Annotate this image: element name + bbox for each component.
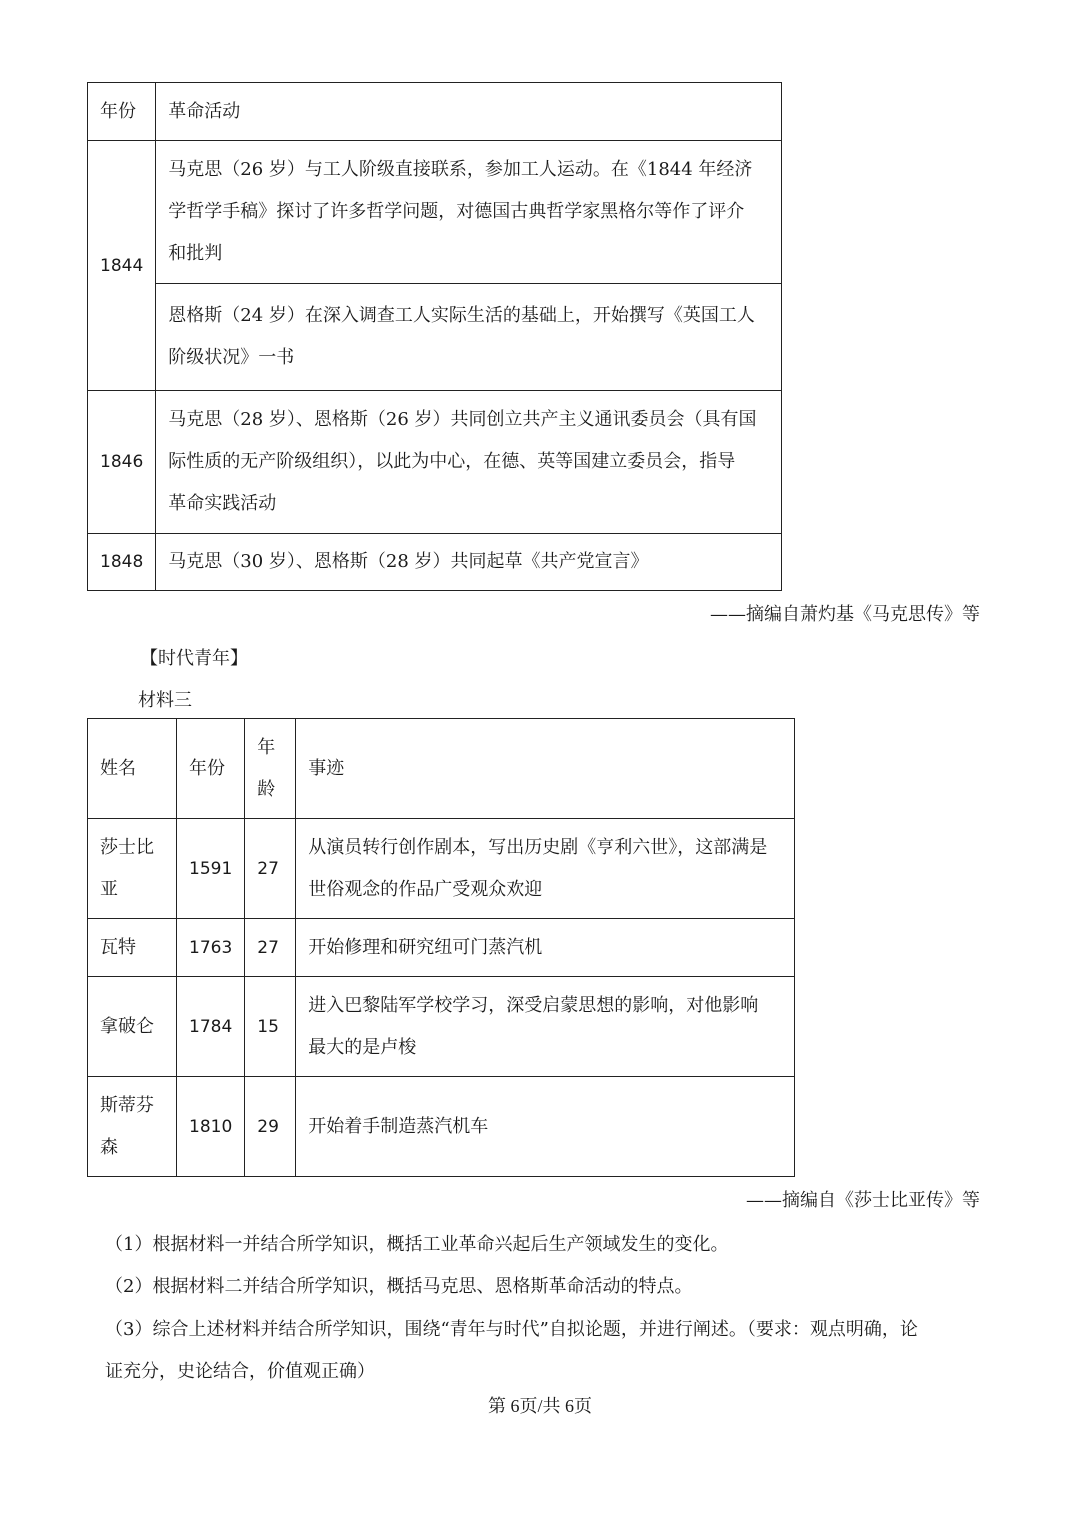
year-cell: 1844	[88, 141, 156, 391]
deed-line: 最大的是卢梭	[308, 1036, 417, 1058]
deed-cell	[296, 977, 795, 1077]
activity-line: 学哲学手稿》探讨了许多哲学问题，对德国古典哲学家黑格尔等作了评介	[168, 201, 745, 222]
header-deed: 事迹	[296, 719, 795, 819]
deed-cell: 开始着手制造蒸汽机车	[296, 1077, 795, 1177]
question-3-line-2: 证充分，史论结合，价值观正确）	[105, 1361, 375, 1382]
activity-line: 马克思（30 岁）、恩格斯（28 岁）共同起草《共产党宣言》	[168, 551, 649, 572]
table-row	[88, 819, 795, 919]
year-cell: 1763	[177, 919, 245, 977]
activity-line: 马克思（28 岁）、恩格斯（26 岁）共同创立共产主义通讯委员会（具有国	[168, 409, 757, 430]
header-age	[245, 719, 296, 819]
activity-line: 和批判	[168, 243, 223, 264]
year-cell: 1846	[88, 391, 156, 534]
age-cell: 27	[245, 919, 296, 977]
year-cell: 1848	[88, 534, 156, 591]
name-cell	[88, 819, 177, 919]
deed-line: 从演员转行创作剧本，写出历史剧《亨利六世》，这部满是	[308, 836, 768, 858]
question-2: （2）根据材料二并结合所学知识，概括马克思、恩格斯革命活动的特点。	[105, 1276, 693, 1297]
question-1: （1）根据材料一并结合所学知识，概括工业革命兴起后生产领域发生的变化。	[105, 1234, 729, 1255]
table-row	[88, 284, 782, 391]
year-cell: 1591	[177, 819, 245, 919]
year-cell: 1784	[177, 977, 245, 1077]
name-cell: 拿破仑	[88, 977, 177, 1077]
name-line: 莎士比	[100, 836, 154, 858]
table-row	[88, 141, 782, 284]
header-activity: 革命活动	[156, 83, 782, 141]
name-line: 斯蒂芬	[100, 1094, 154, 1116]
material-label: 材料三	[138, 690, 192, 711]
table-row	[88, 919, 795, 977]
age-cell: 27	[245, 819, 296, 919]
name-line: 森	[100, 1136, 118, 1158]
page-number: 第 6页/共 6页	[487, 1396, 592, 1416]
activity-line: 革命实践活动	[168, 493, 277, 514]
deed-cell: 开始修理和研究纽可门蒸汽机	[296, 919, 795, 977]
year-cell: 1810	[177, 1077, 245, 1177]
header-age-line: 龄	[257, 778, 276, 800]
table-row	[88, 1077, 795, 1177]
activity-cell	[156, 284, 782, 391]
table-row	[88, 534, 782, 591]
deed-line: 世俗观念的作品广受观众欢迎	[308, 878, 543, 900]
header-year: 年份	[88, 83, 156, 141]
header-name: 姓名	[88, 719, 177, 819]
deed-line: 进入巴黎陆军学校学习，深受启蒙思想的影响，对他影响	[308, 994, 759, 1016]
table-header-row	[88, 83, 782, 141]
header-year: 年份	[177, 719, 245, 819]
table-row	[88, 391, 782, 534]
age-cell: 29	[245, 1077, 296, 1177]
source-citation-2: ——摘编自《莎士比亚传》等	[746, 1190, 980, 1211]
activity-cell	[156, 141, 782, 284]
name-line: 亚	[100, 878, 118, 900]
source-citation-1: ——摘编自萧灼基《马克思传》等	[710, 604, 980, 625]
name-cell	[88, 1077, 177, 1177]
age-cell: 15	[245, 977, 296, 1077]
activity-line: 阶级状况》一书	[168, 347, 295, 368]
deed-cell	[296, 819, 795, 919]
activity-line: 马克思（26 岁）与工人阶级直接联系，参加工人运动。在《1844 年经济	[168, 159, 753, 180]
section-title: 【时代青年】	[140, 648, 248, 669]
revolution-activities-table	[87, 82, 782, 591]
activity-cell	[156, 391, 782, 534]
table-row	[88, 977, 795, 1077]
table-header-row	[88, 719, 795, 819]
youth-table	[87, 718, 795, 1177]
question-3-line-1: （3）综合上述材料并结合所学知识，围绕“青年与时代”自拟论题，并进行阐述。（要求：观点明确，论	[105, 1319, 918, 1340]
header-age-line: 年	[257, 736, 276, 758]
activity-line: 恩格斯（24 岁）在深入调查工人实际生活的基础上，开始撰写《英国工人	[168, 305, 755, 326]
name-cell: 瓦特	[88, 919, 177, 977]
activity-cell	[156, 534, 782, 591]
activity-line: 际性质的无产阶级组织），以此为中心，在德、英等国建立委员会，指导	[168, 451, 736, 472]
